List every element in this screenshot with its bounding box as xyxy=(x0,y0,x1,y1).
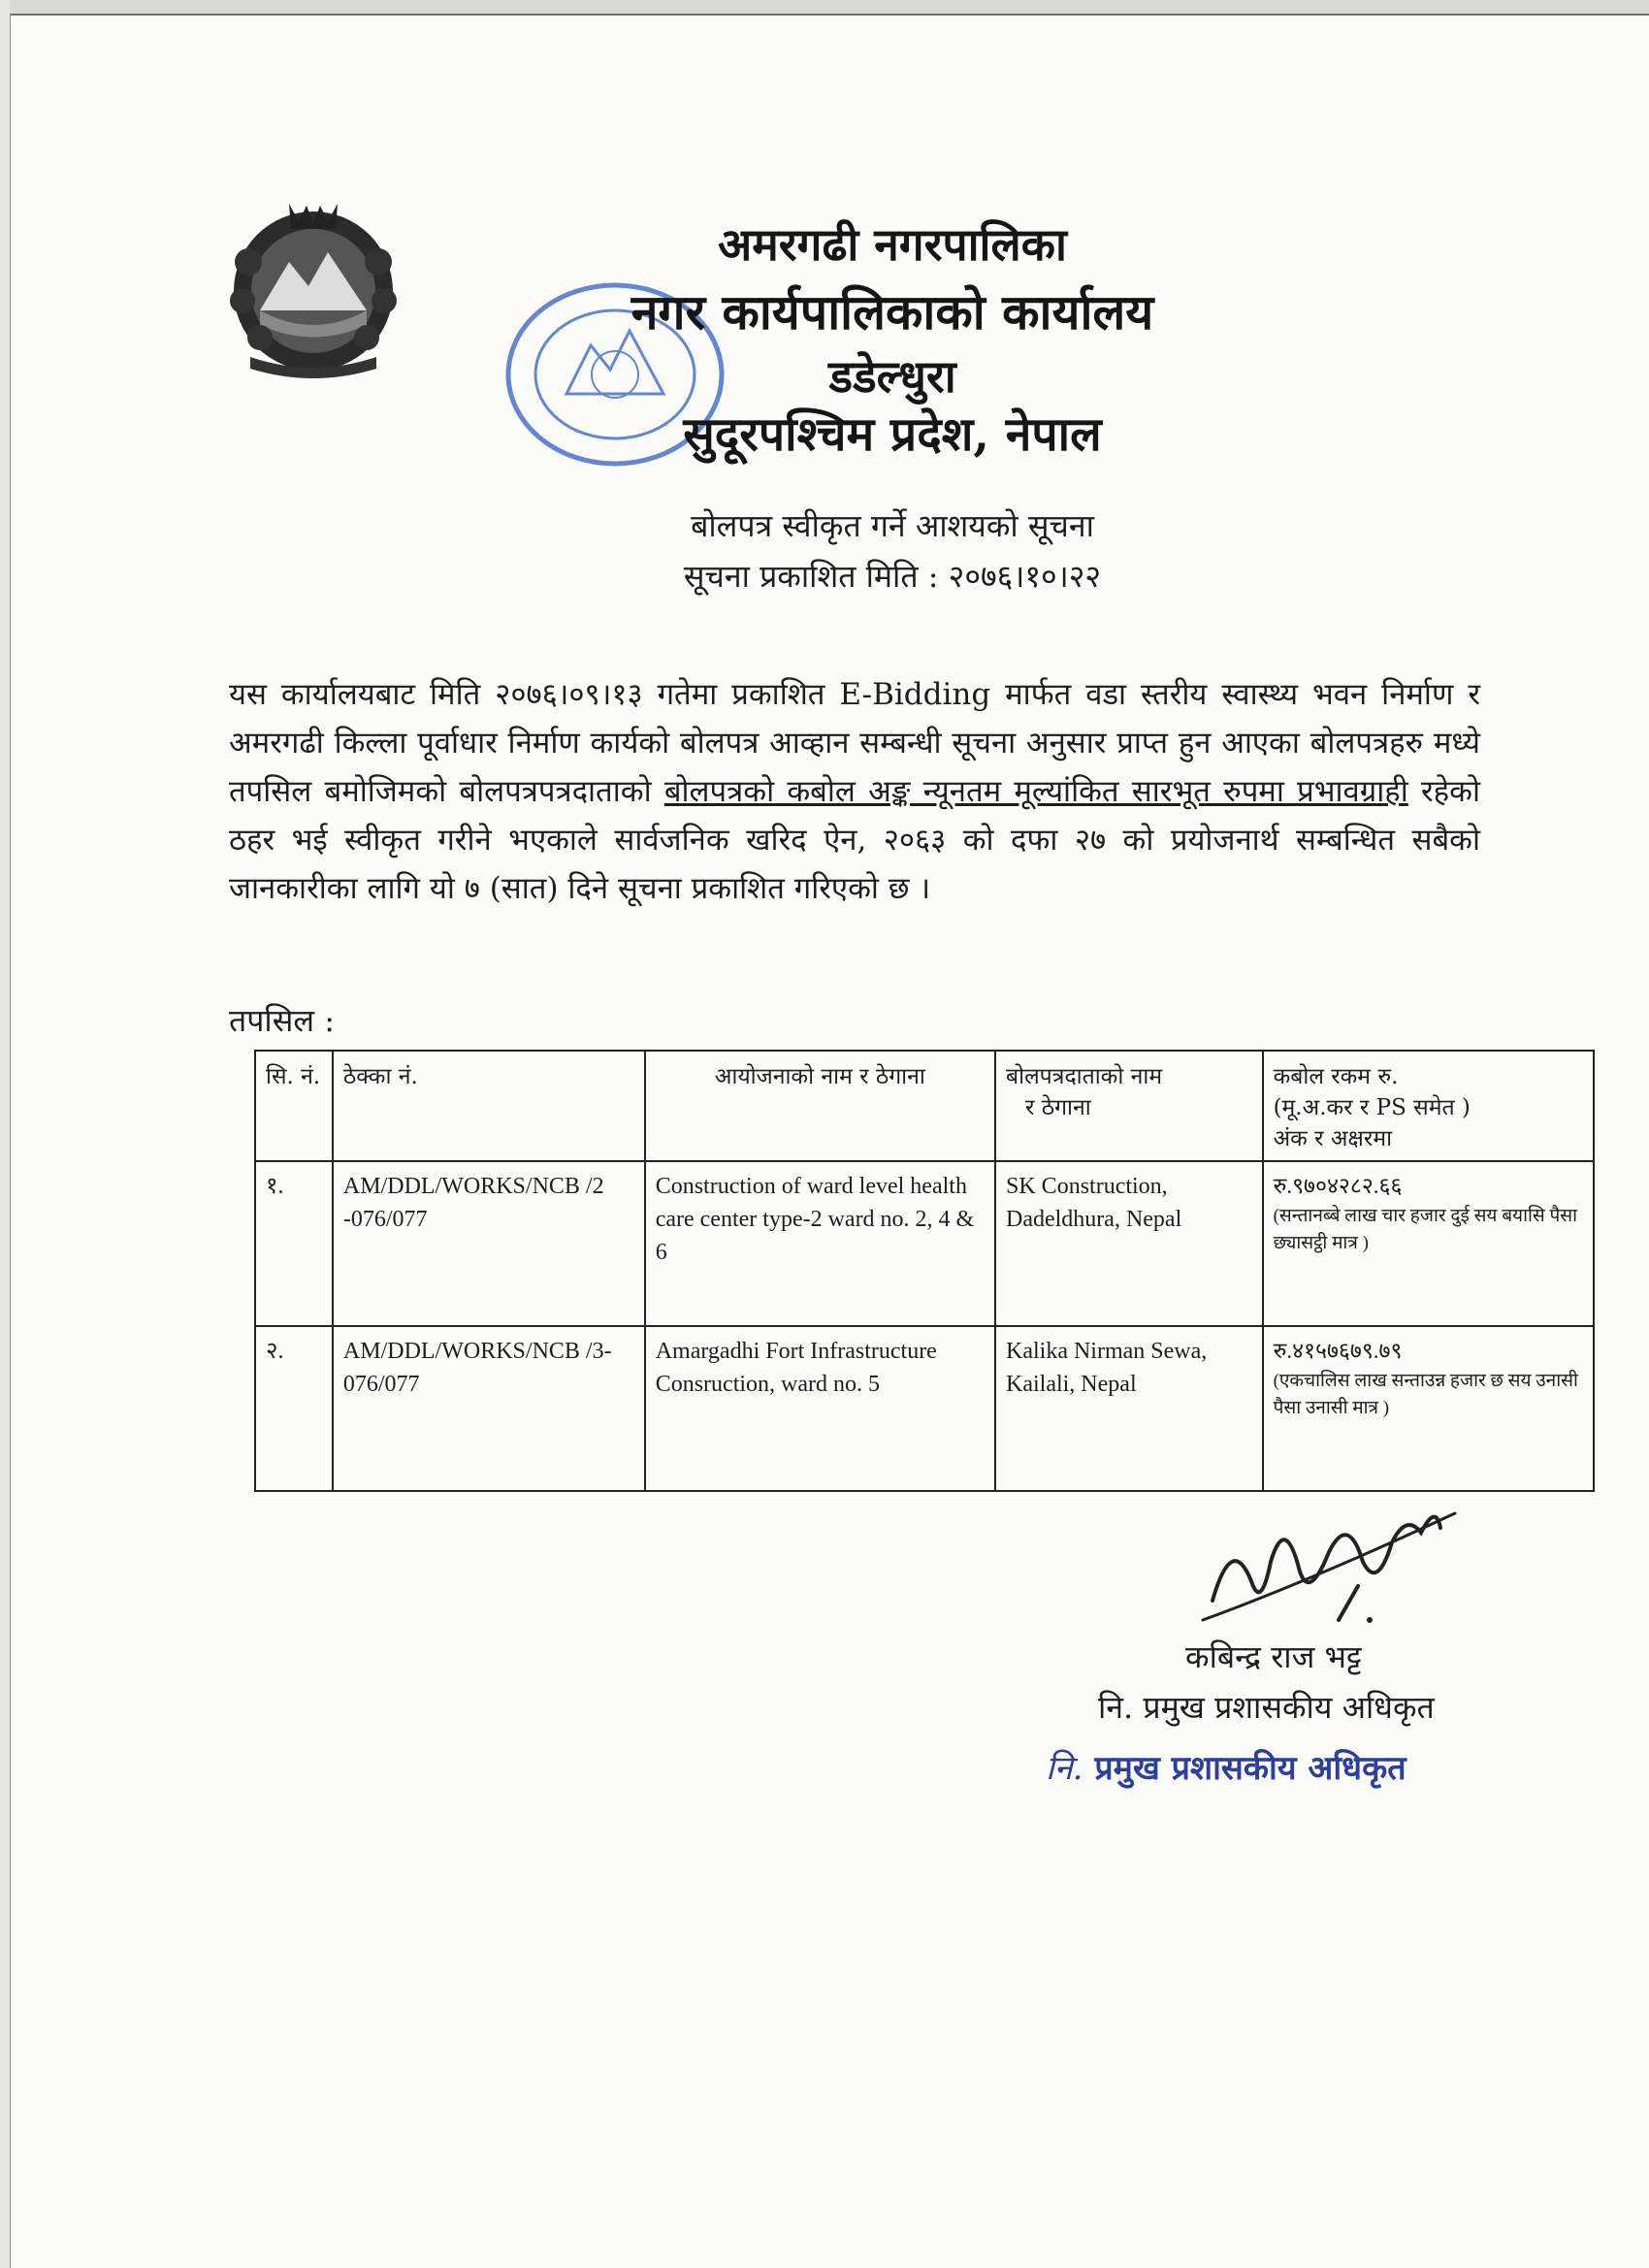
header-bidder-l1: बोलपत्रदाताको नाम xyxy=(1006,1064,1163,1089)
header-contract: ठेक्का नं. xyxy=(333,1051,645,1161)
published-date: सूचना प्रकाशित मिति : २०७६।१०।२२ xyxy=(683,558,1102,595)
nepal-emblem-icon xyxy=(221,194,405,378)
signatory-title: नि. प्रमुख प्रशासकीय अधिकृत xyxy=(1098,1689,1435,1726)
row-bidder: Kalika Nirman Sewa, Kailali, Nepal xyxy=(995,1326,1263,1491)
table-row xyxy=(255,1161,1594,1326)
header-project-text: आयोजनाको नाम र ठेगाना xyxy=(714,1064,925,1089)
amount-figures: रु.४१५७६७९.७९ xyxy=(1273,1339,1403,1363)
amount-figures: रु.९७०४२८२.६६ xyxy=(1273,1174,1403,1198)
stamp-prefix: नि. xyxy=(1046,1749,1083,1788)
details-table xyxy=(254,1050,1595,1492)
scan-edge-line xyxy=(0,14,1649,16)
header-bidder xyxy=(995,1051,1263,1161)
header-project xyxy=(645,1051,995,1161)
table-row xyxy=(255,1326,1594,1491)
body-underlined: बोलपत्रको कबोल अङ्क न्यूनतम मूल्यांकित सारभूत रुपमा प्रभावग्राही xyxy=(663,774,1408,809)
row-project: Construction of ward level health care center type-2 ward no. 2, 4 & 6 xyxy=(645,1161,995,1326)
header-bidder-l2: र ठेगाना xyxy=(1025,1095,1091,1120)
scan-edge-left xyxy=(0,0,10,2268)
signatory-name: कबिन्द्र राज भट्ट xyxy=(1185,1638,1362,1675)
row-sn: १. xyxy=(255,1161,333,1326)
header-amount xyxy=(1263,1051,1594,1161)
stamp-text: प्रमुख प्रशासकीय अधिकृत xyxy=(1094,1749,1406,1788)
row-amount xyxy=(1263,1161,1594,1326)
header-amount-l3: अंक र अक्षरमा xyxy=(1273,1126,1393,1151)
row-sn: २. xyxy=(255,1326,333,1491)
table-header-row xyxy=(255,1051,1594,1161)
header-sn: सि. नं. xyxy=(255,1051,333,1161)
amount-words: (सन्तानब्बे लाख चार हजार दुई सय बयासि पैसा छ्यासट्ठी मात्र ) xyxy=(1273,1206,1578,1253)
tapasil-label: तपसिल : xyxy=(229,1002,335,1039)
office-name: नगर कार्यपालिकाको कार्यालय xyxy=(630,283,1154,340)
header-amount-l1: कबोल रकम रु. xyxy=(1273,1064,1399,1089)
notice-title: बोलपत्र स्वीकृत गर्ने आशयको सूचना xyxy=(691,507,1094,544)
row-amount xyxy=(1263,1326,1594,1491)
scan-edge-top xyxy=(0,0,1649,14)
amount-words: (एकचालिस लाख सन्ताउन्न हजार छ सय उनासी पैसा उनासी मात्र ) xyxy=(1273,1371,1578,1418)
handwritten-signature xyxy=(1193,1474,1484,1639)
row-project: Amargadhi Fort Infrastructure Consruction, ward no. 5 xyxy=(645,1326,995,1491)
scan-edge-left-line xyxy=(10,14,11,2268)
designation-stamp xyxy=(1046,1744,1406,1789)
notice-body xyxy=(229,670,1480,913)
district-name: डडेल्धुरा xyxy=(828,350,956,403)
header-amount-l2: (मू.अ.कर र PS समेत ) xyxy=(1273,1095,1471,1120)
body-part-2: रहेको ठहर भई स्वीकृत गरीने भएकाले सार्वजनिक खरिद ऐन, २०६३ को दफा २७ को प्रयोजनार्थ सम्बन्धित सबैको जानकारीका लागि यो ७ (सात) दिने सूचना प्रकाशित गरिएको छ । xyxy=(229,774,1480,906)
row-contract: AM/DDL/WORKS/NCB /2 -076/077 xyxy=(333,1161,645,1326)
row-bidder: SK Construction, Dadeldhura, Nepal xyxy=(995,1161,1263,1326)
province-name: सुदूरपश्चिम प्रदेश, नेपाल xyxy=(683,407,1102,462)
body-part-1: यस कार्यालयबाट मिति २०७६।०९।१३ गतेमा प्रकाशित E-Bidding मार्फत वडा स्तरीय स्वास्थ्य भवन निर्माण र अमरगढी किल्ला पूर्वाधार निर्माण कार्यको बोलपत्र आव्हान सम्बन्धी सूचना अनुसार प्राप्त हुन आएका बोलपत्रहरु मध्ये तपसिल बमोजिमको बोलपत्रपत्रदाताको xyxy=(229,677,1480,809)
municipality-name: अमरगढी नगरपालिका xyxy=(718,218,1067,271)
row-contract: AM/DDL/WORKS/NCB /3-076/077 xyxy=(333,1326,645,1491)
